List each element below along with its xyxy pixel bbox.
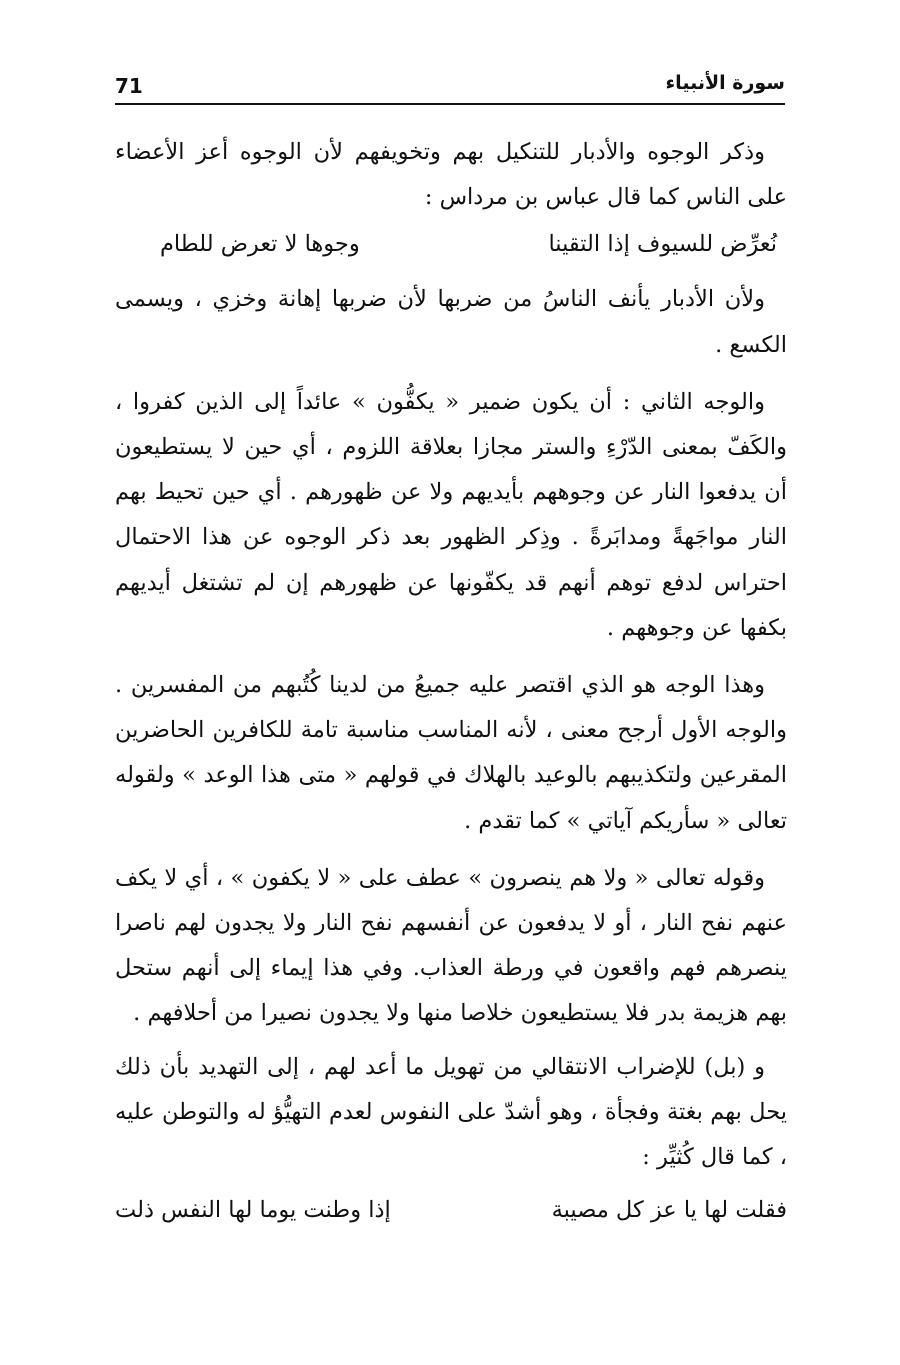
verse-second-hemistich: إذا وطنت يوما لها النفس ذلت — [115, 1197, 391, 1224]
header-rule — [115, 103, 785, 105]
verse-abbas-ibn-mirdas — [160, 222, 777, 267]
running-title: سورة الأنبياء — [665, 72, 785, 94]
paragraph-bal-transition: و (بل) للإضراب الانتقالي من تهويل ما أعد لهم ، إلى التهديد بأن ذلك يحل بهم بغتة وفجأة ، وهو أشدّ على النفوس لعدم التهيُّؤ له والتوطن عليه ، كما قال كُثيِّر : — [115, 1053, 787, 1171]
paragraph-backs: ولأن الأدبار يأنف الناسُ من ضربها لأن ضربها إهانة وخزي ، ويسمى الكسع . — [115, 286, 787, 358]
verse-first-hemistich: نُعرِّض للسيوف إذا التقينا — [548, 231, 777, 258]
paragraph-not-helped: وقوله تعالى « ولا هم ينصرون » عطف على « لا يكفون » ، أي لا يكف عنهم نفح النار ، أو لا يدفعون عن أنفسهم نفح النار ولا يجدون لهم ناصرا ينصرهم فهم واقعون في ورطة العذاب. وفي هذا إيماء إلى أنهم ستحل بهم هزيمة بدر فلا يستطيعون خلاصا منها ولا يجدون نصيرا من أحلافهم . — [115, 864, 787, 1027]
page-number: 71 — [115, 74, 143, 98]
paragraph-second-aspect: والوجه الثاني : أن يكون ضمير « يكفُّون » عائداً إلى الذين كفروا ، والكَفّ بمعنى الدّرْءِ والستر مجازا بعلاقة اللزوم ، أي حين لا يستطيعون أن يدفعوا النار عن وجوههم بأيديهم ولا عن ظهورهم . أي حين تحيط بهم النار مواجَهةً ومدابَرةً . وذِكر الظهور بعد ذكر الوجوه عن هذا الاحتمال احتراس لدفع توهم أنهم قد يكفّونها عن ظهورهم إن لم تشتغل أيديهم بكفها عن وجوههم . — [115, 388, 787, 641]
paragraph-faces-and-backs: وذكر الوجوه والأدبار للتنكيل بهم وتخويفهم لأن الوجوه أعز الأعضاء على الناس كما قال عباس بن مرداس : — [115, 139, 787, 211]
page-body — [115, 130, 787, 1233]
verse-second-hemistich: وجوها لا تعرض للطام — [160, 231, 360, 258]
page-header — [115, 72, 785, 102]
verse-kuthayyir — [115, 1188, 787, 1233]
paragraph-commentators: وهذا الوجه هو الذي اقتصر عليه جميعُ من لدينا كُتُبهم من المفسرين . والوجه الأول أرجح معنى ، لأنه المناسب مناسبة تامة للكافرين الحاضرين المقرعين ولتكذيبهم بالوعيد بالهلاك في قولهم « متى هذا الوعد » ولقوله تعالى « سأريكم آياتي » كما تقدم . — [115, 672, 787, 834]
verse-first-hemistich: فقلت لها يا عز كل مصيبة — [551, 1197, 787, 1224]
